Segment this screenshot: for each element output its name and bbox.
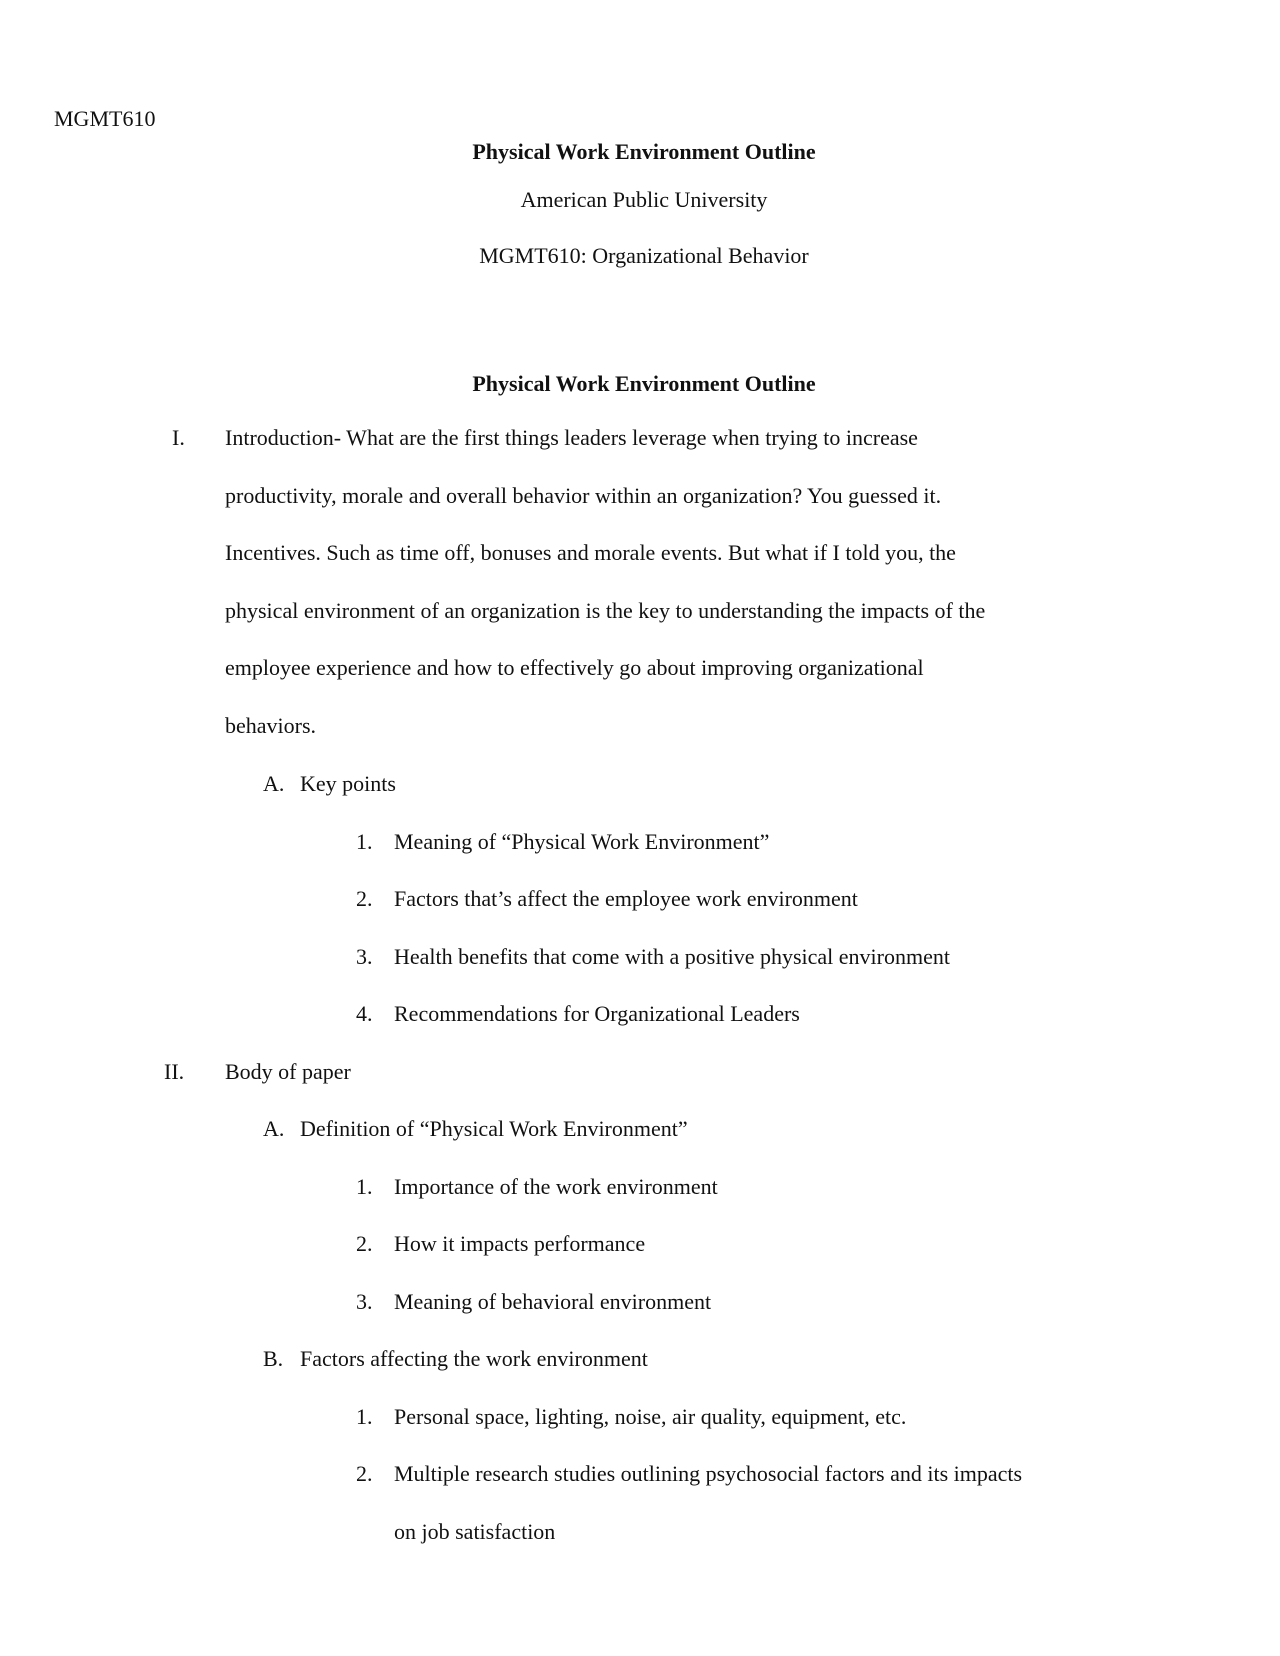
list-item: Multiple research studies outlining psychosocial factors and its impacts bbox=[394, 1461, 1023, 1486]
subsection-label: Key points bbox=[300, 771, 396, 796]
item-marker: 4. bbox=[356, 1001, 373, 1026]
list-item: How it impacts performance bbox=[394, 1231, 646, 1256]
section-text-line: physical environment of an organization is the key to understanding the impacts of the bbox=[225, 598, 986, 623]
subsection-marker: A. bbox=[263, 1116, 285, 1141]
course: MGMT610: Organizational Behavior bbox=[479, 243, 809, 268]
subsection-marker: A. bbox=[263, 771, 285, 796]
item-marker: 2. bbox=[356, 1461, 373, 1486]
list-item: Recommendations for Organizational Leaders bbox=[394, 1001, 800, 1026]
list-item-continuation: on job satisfaction bbox=[394, 1519, 556, 1544]
section-text-line: Body of paper bbox=[225, 1059, 351, 1084]
subsection-label: Definition of “Physical Work Environment” bbox=[300, 1116, 688, 1141]
list-item: Personal space, lighting, noise, air quality, equipment, etc. bbox=[394, 1404, 907, 1429]
list-item: Meaning of “Physical Work Environment” bbox=[394, 829, 770, 854]
section-text-line: Incentives. Such as time off, bonuses and morale events. But what if I told you, the bbox=[225, 540, 956, 565]
item-marker: 2. bbox=[356, 886, 373, 911]
list-item: Meaning of behavioral environment bbox=[394, 1289, 712, 1314]
institution: American Public University bbox=[520, 187, 768, 212]
subsection-label: Factors affecting the work environment bbox=[300, 1346, 648, 1371]
list-item: Health benefits that come with a positive physical environment bbox=[394, 944, 950, 969]
section-text-line: productivity, morale and overall behavior within an organization? You guessed it. bbox=[225, 483, 942, 508]
section-marker: I. bbox=[172, 425, 185, 450]
section-text-line: Introduction- What are the first things leaders leverage when trying to increase bbox=[225, 425, 918, 450]
list-item: Importance of the work environment bbox=[394, 1174, 718, 1199]
item-marker: 1. bbox=[356, 829, 373, 854]
item-marker: 2. bbox=[356, 1231, 373, 1256]
title: Physical Work Environment Outline bbox=[472, 139, 816, 164]
section-marker: II. bbox=[164, 1059, 185, 1084]
item-marker: 1. bbox=[356, 1404, 373, 1429]
outline-heading: Physical Work Environment Outline bbox=[472, 371, 816, 396]
item-marker: 3. bbox=[356, 944, 373, 969]
item-marker: 1. bbox=[356, 1174, 373, 1199]
item-marker: 3. bbox=[356, 1289, 373, 1314]
running-head: MGMT610 bbox=[54, 106, 156, 131]
subsection-marker: B. bbox=[263, 1346, 284, 1371]
list-item: Factors that’s affect the employee work environment bbox=[394, 886, 858, 911]
section-text-line: behaviors. bbox=[225, 713, 317, 738]
section-text-line: employee experience and how to effectively go about improving organizational bbox=[225, 655, 924, 680]
